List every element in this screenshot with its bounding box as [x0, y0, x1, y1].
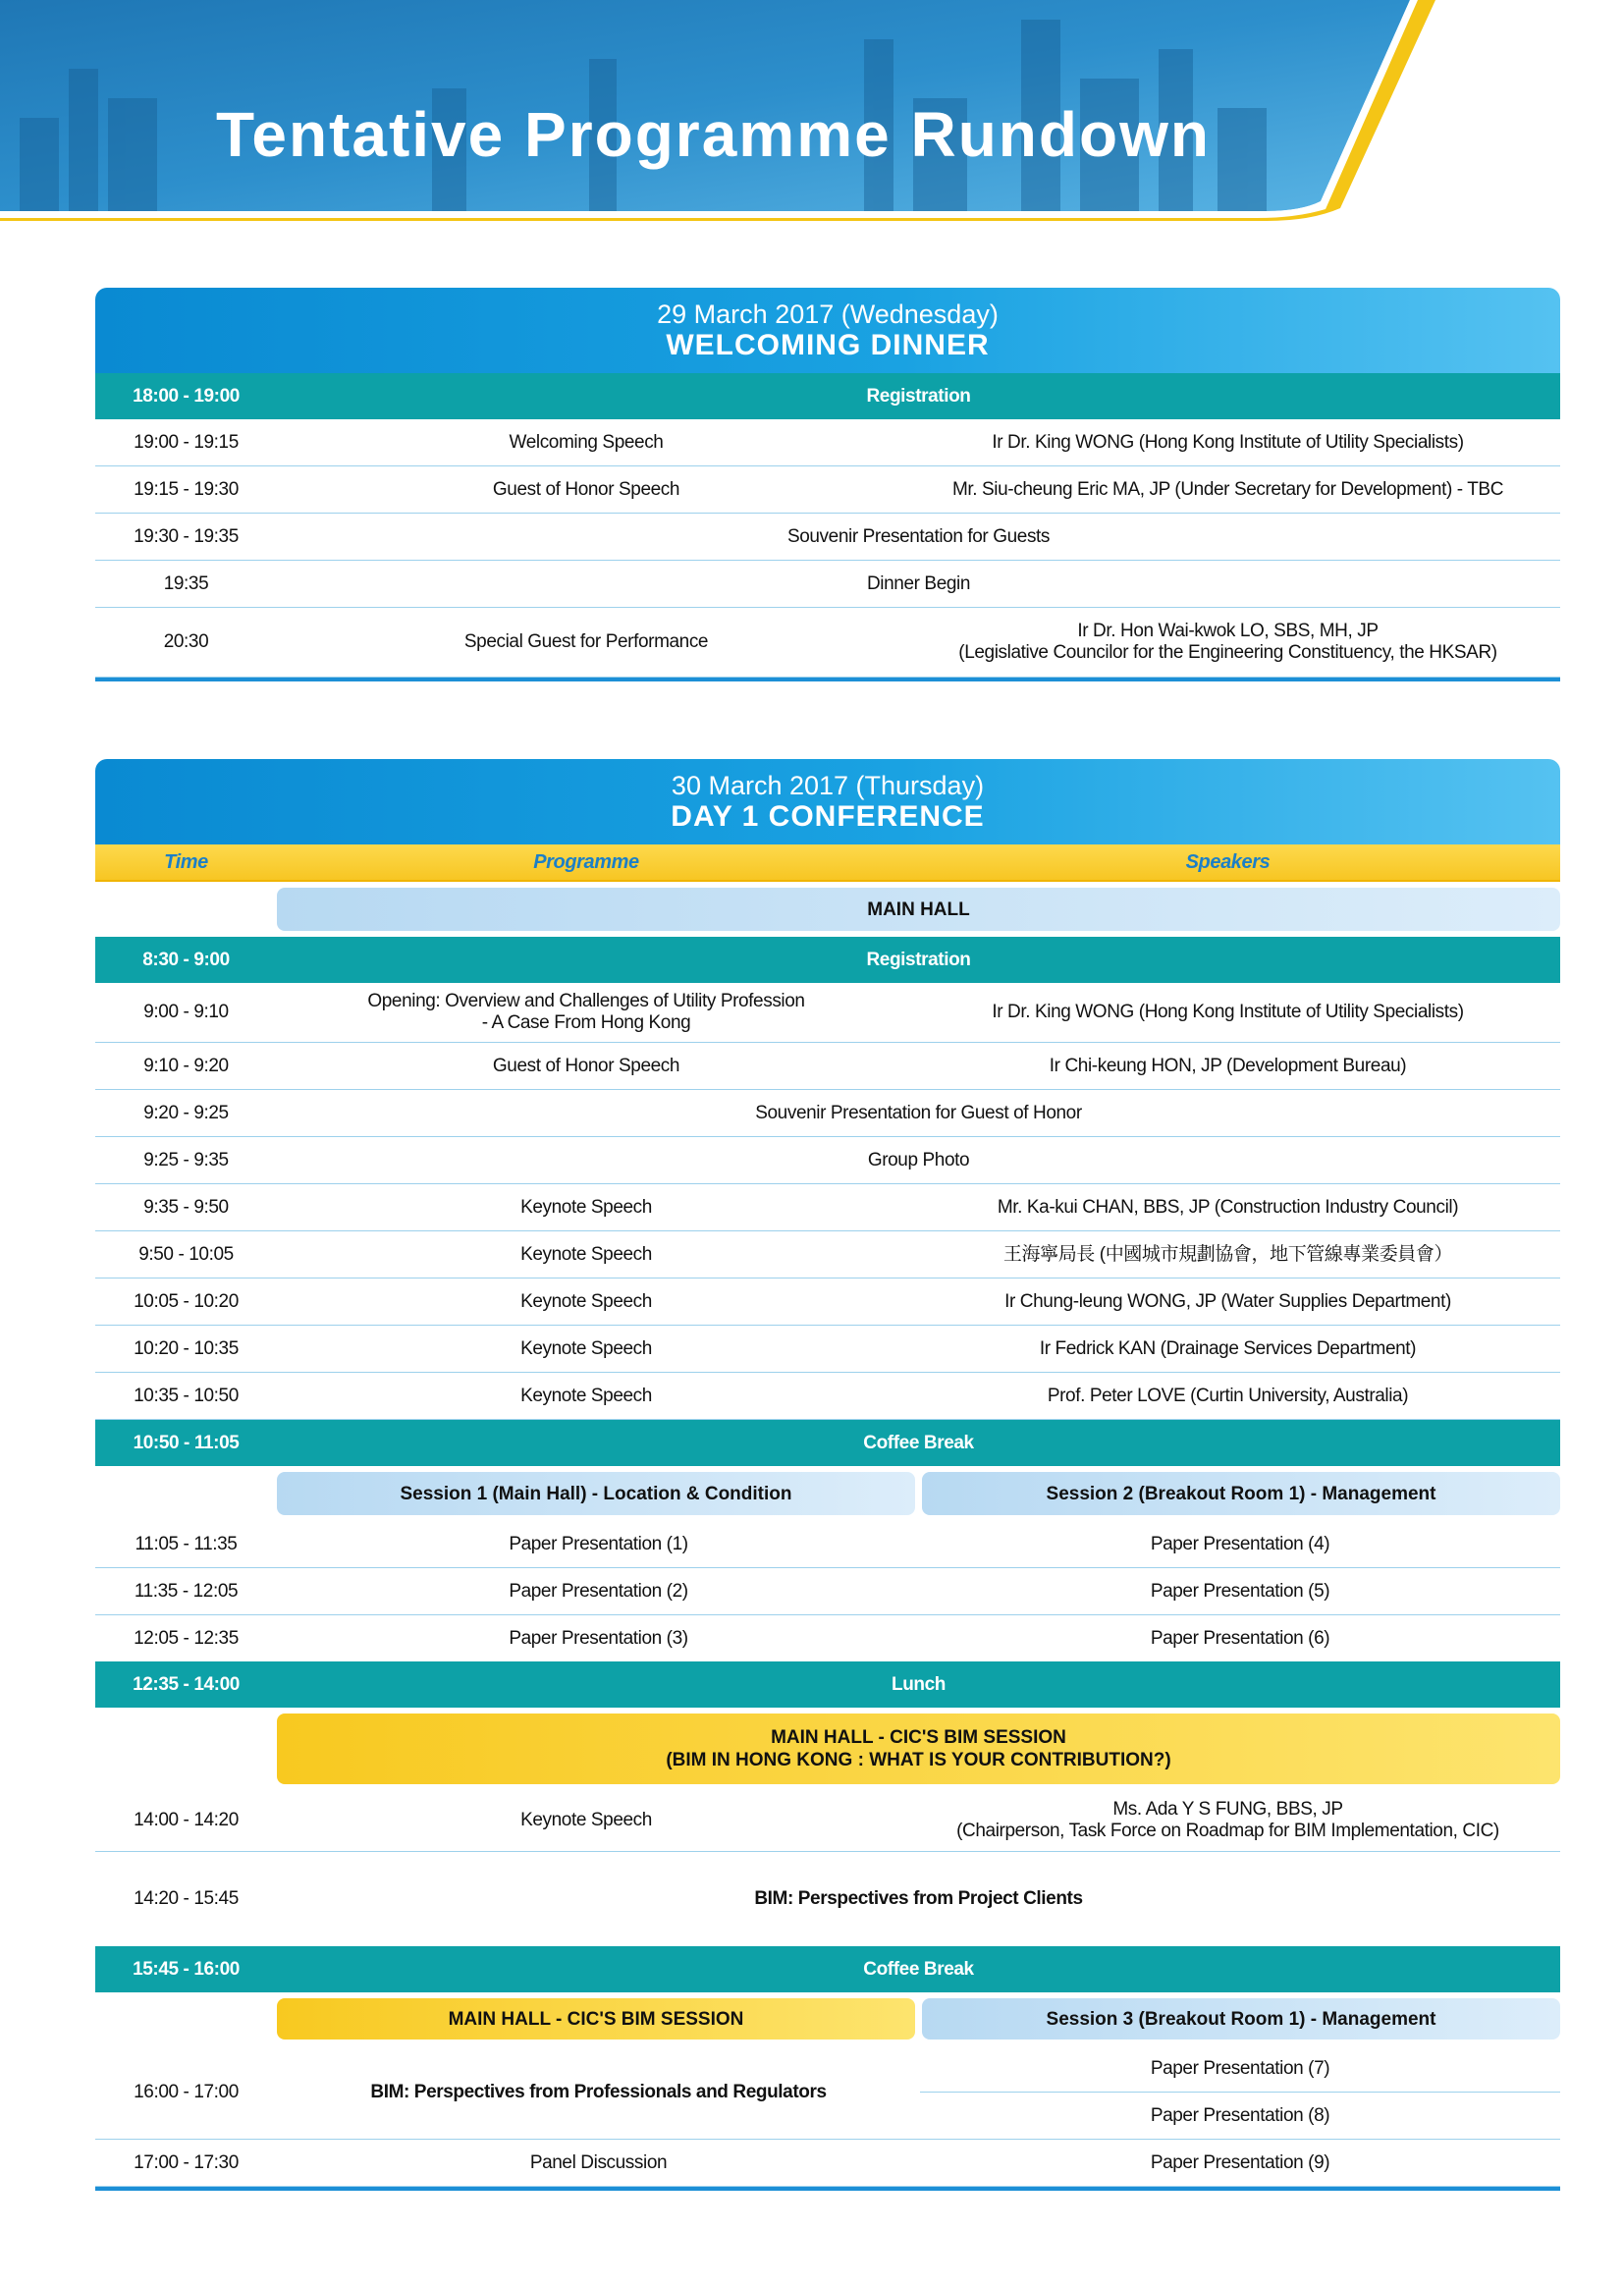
column-header-speakers: Speakers [1185, 851, 1271, 873]
paper-right: Paper Presentation (5) [1150, 1580, 1330, 1602]
welcoming-dinner-section [95, 288, 1560, 681]
time-cell: 19:30 - 19:35 [134, 525, 239, 547]
programme-cell: Souvenir Presentation for Guest of Honor [755, 1102, 1082, 1123]
table-row [95, 1137, 1560, 1184]
table-row [95, 1279, 1560, 1326]
paper-right: Paper Presentation (7) [920, 2045, 1560, 2093]
speaker-cell: Ir Chung-leung WONG, JP (Water Supplies Department) [1004, 1290, 1451, 1312]
time-cell: 12:05 - 12:35 [134, 1627, 239, 1649]
bim-session-subtitle: (BIM IN HONG KONG : WHAT IS YOUR CONTRIBUTION?) [666, 1750, 1171, 1770]
speaker-cell [895, 1790, 1560, 1851]
speaker-cell: 王海寧局長 (中國城市規劃協會，地下管線專業委員會） [1002, 1243, 1453, 1265]
table-row [95, 1946, 1560, 1992]
table-row [95, 1568, 1560, 1615]
time-cell: 19:15 - 19:30 [134, 478, 239, 500]
time-cell: 9:35 - 9:50 [143, 1196, 229, 1218]
section-header [95, 288, 1560, 373]
table-row [95, 2140, 1560, 2187]
programme-title: Opening: Overview and Challenges of Utility Profession [367, 991, 805, 1011]
speaker-affiliation: (Chairperson, Task Force on Roadmap for BIM Implementation, CIC) [956, 1821, 1499, 1841]
paper-left: Paper Presentation (3) [509, 1627, 688, 1649]
bim-session-title: MAIN HALL - CIC'S BIM SESSION [771, 1727, 1066, 1748]
time-cell: 20:30 [163, 631, 209, 652]
programme-cell: Coffee Break [863, 1432, 974, 1453]
table-row [95, 937, 1560, 983]
header-banner [0, 0, 1624, 226]
column-header-time: Time [164, 851, 208, 873]
table-row [95, 2045, 1560, 2140]
speaker-cell: Prof. Peter LOVE (Curtin University, Australia) [1047, 1385, 1409, 1406]
time-cell: 14:00 - 14:20 [134, 1810, 239, 1830]
time-cell: 15:45 - 16:00 [133, 1958, 240, 1980]
programme-cell: Coffee Break [863, 1958, 974, 1980]
programme-cell: Registration [866, 385, 971, 407]
programme-cell: Welcoming Speech [509, 431, 664, 453]
programme-cell: Guest of Honor Speech [492, 1055, 680, 1076]
speaker-affiliation: (Legislative Councilor for the Engineering Constituency, the HKSAR) [958, 642, 1497, 663]
time-cell: 10:05 - 10:20 [134, 1290, 239, 1312]
time-cell: 10:35 - 10:50 [134, 1385, 239, 1406]
time-cell: 10:20 - 10:35 [134, 1337, 239, 1359]
table-row [95, 514, 1560, 561]
programme-cell: BIM: Perspectives from Professionals and Regulators [370, 2081, 827, 2102]
time-cell: 9:10 - 9:20 [143, 1055, 229, 1076]
programme-cell: Registration [866, 949, 971, 970]
time-cell: 19:00 - 19:15 [134, 431, 239, 453]
time-cell: 11:35 - 12:05 [134, 1580, 239, 1602]
table-row [95, 1790, 1560, 1852]
paper-right: Paper Presentation (6) [1150, 1627, 1330, 1649]
time-cell: 19:35 [163, 572, 209, 594]
column-header-programme: Programme [533, 851, 639, 873]
time-cell: 9:00 - 9:10 [143, 1002, 229, 1022]
table-row [95, 1043, 1560, 1090]
time-cell: 18:00 - 19:00 [133, 385, 240, 407]
speaker-cell: Ir Chi-keung HON, JP (Development Bureau) [1049, 1055, 1407, 1076]
time-cell: 14:20 - 15:45 [134, 1888, 239, 1909]
table-row [95, 373, 1560, 419]
programme-cell: Keynote Speech [520, 1337, 652, 1359]
table-row [95, 1231, 1560, 1279]
speaker-cell: Ir Dr. King WONG (Hong Kong Institute of Utility Specialists) [992, 1002, 1464, 1022]
session-1-label: Session 1 (Main Hall) - Location & Condition [277, 1472, 915, 1515]
speaker-name: Ir Dr. Hon Wai-kwok LO, SBS, MH, JP [1077, 621, 1379, 641]
speaker-cell: Ir Fedrick KAN (Drainage Services Department) [1039, 1337, 1417, 1359]
paper-right: Paper Presentation (8) [1150, 2104, 1330, 2126]
table-row [95, 419, 1560, 466]
programme-cell: Dinner Begin [866, 572, 971, 594]
programme-cell: Souvenir Presentation for Guests [786, 525, 1051, 547]
table-row [95, 1615, 1560, 1661]
table-row [95, 561, 1560, 608]
session-3-label: Session 3 (Breakout Room 1) - Management [922, 1998, 1560, 2040]
section-title: DAY 1 CONFERENCE [671, 800, 985, 833]
programme-cell [277, 983, 895, 1042]
time-cell: 9:20 - 9:25 [143, 1102, 229, 1123]
time-cell: 10:50 - 11:05 [133, 1432, 240, 1453]
time-cell: 16:00 - 17:00 [134, 2081, 239, 2102]
table-row [95, 1090, 1560, 1137]
speaker-cell: Ir Dr. King WONG (Hong Kong Institute of Utility Specialists) [992, 431, 1464, 453]
day1-conference-section [95, 759, 1560, 2191]
programme-cell: Keynote Speech [520, 1243, 652, 1265]
time-cell: 9:25 - 9:35 [143, 1149, 229, 1170]
column-headers [95, 844, 1560, 882]
time-cell: 9:50 - 10:05 [138, 1243, 234, 1265]
section-date: 29 March 2017 (Wednesday) [657, 299, 999, 329]
programme-cell: Lunch [892, 1673, 946, 1695]
table-row [95, 1521, 1560, 1568]
time-cell: 17:00 - 17:30 [134, 2151, 239, 2173]
table-row [95, 466, 1560, 514]
table-row [95, 608, 1560, 678]
programme-cell: Group Photo [867, 1149, 970, 1170]
venue-row [95, 882, 1560, 937]
speaker-cell: Mr. Siu-cheung Eric MA, JP (Under Secretary for Development) - TBC [951, 478, 1504, 500]
bim-session-short-label: MAIN HALL - CIC'S BIM SESSION [277, 1998, 915, 2040]
table-row [95, 1184, 1560, 1231]
time-cell: 8:30 - 9:00 [142, 949, 230, 970]
section-header [95, 759, 1560, 844]
programme-cell: Special Guest for Performance [463, 631, 709, 652]
section-title: WELCOMING DINNER [666, 329, 990, 361]
paper-left: Paper Presentation (2) [509, 1580, 688, 1602]
speaker-name: Ms. Ada Y S FUNG, BBS, JP [1112, 1799, 1343, 1820]
table-row [95, 1373, 1560, 1420]
paper-right: Paper Presentation (9) [1150, 2151, 1330, 2173]
speaker-cell: Mr. Ka-kui CHAN, BBS, JP (Construction Industry Council) [997, 1196, 1459, 1218]
programme-subtitle: - A Case From Hong Kong [481, 1012, 691, 1033]
time-cell: 12:35 - 14:00 [133, 1673, 240, 1695]
programme-cell: BIM: Perspectives from Project Clients [754, 1888, 1083, 1909]
session-2-label: Session 2 (Breakout Room 1) - Management [922, 1472, 1560, 1515]
table-row [95, 1661, 1560, 1708]
section-bottom-rule [95, 678, 1560, 681]
session-row [95, 1466, 1560, 1521]
page-title: Tentative Programme Rundown [216, 99, 1211, 170]
bim-session-row [95, 1708, 1560, 1790]
table-row [95, 1326, 1560, 1373]
programme-cell: Keynote Speech [520, 1385, 652, 1406]
programme-cell: Keynote Speech [520, 1290, 652, 1312]
table-row [95, 1852, 1560, 1946]
programme-cell: Panel Discussion [529, 2151, 668, 2173]
table-row [95, 983, 1560, 1043]
programme-cell: Keynote Speech [520, 1196, 652, 1218]
paper-left: Paper Presentation (1) [509, 1533, 688, 1554]
session-row [95, 1992, 1560, 2045]
programme-cell: Keynote Speech [520, 1810, 652, 1830]
speaker-cell [895, 608, 1560, 677]
programme-cell: Guest of Honor Speech [492, 478, 680, 500]
table-row [95, 1420, 1560, 1466]
main-hall-label: MAIN HALL [277, 888, 1560, 931]
section-bottom-rule [95, 2187, 1560, 2191]
section-date: 30 March 2017 (Thursday) [671, 771, 985, 800]
time-cell: 11:05 - 11:35 [135, 1533, 238, 1554]
paper-right: Paper Presentation (4) [1150, 1533, 1330, 1554]
bim-session-label [277, 1714, 1560, 1784]
